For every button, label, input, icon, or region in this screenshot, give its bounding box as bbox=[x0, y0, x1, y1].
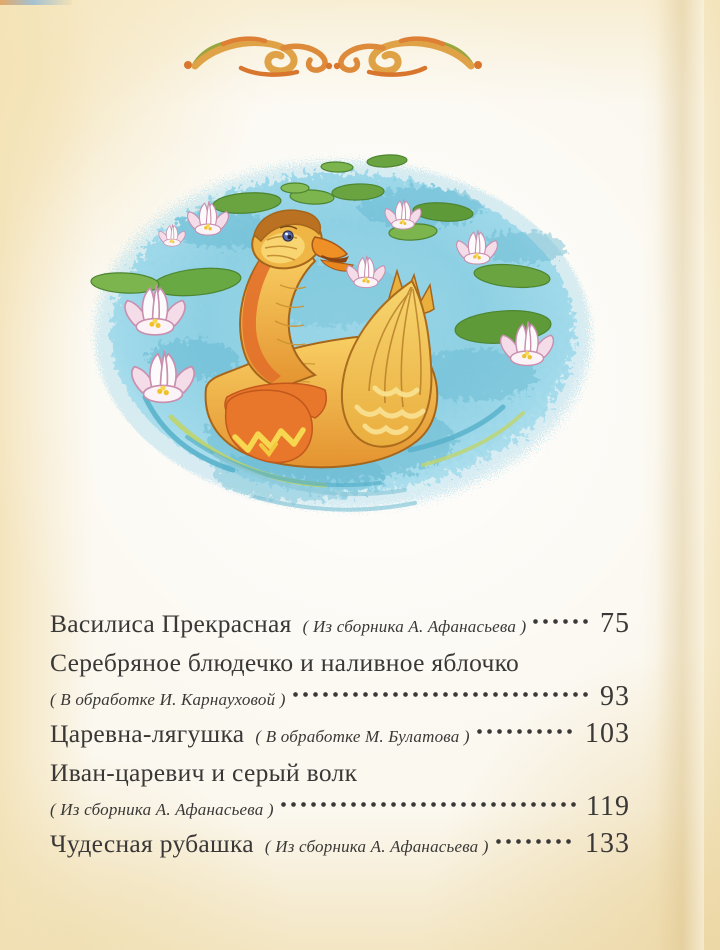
page-number: 119 bbox=[586, 791, 630, 822]
source-note: ( Из сборника А. Афанасьева ) bbox=[264, 837, 489, 856]
toc-entry bbox=[50, 645, 630, 713]
source-note: ( В обработке М. Булатова ) bbox=[255, 727, 470, 746]
adjacent-page-edge bbox=[0, 0, 72, 5]
toc-entry bbox=[50, 755, 630, 823]
ornamental-divider-icon bbox=[183, 35, 483, 83]
story-title: Василиса Прекрасная bbox=[50, 609, 292, 638]
toc-entry bbox=[50, 826, 630, 862]
golden-duck-pond-illustration bbox=[75, 145, 595, 545]
source-note: ( Из сборника А. Афанасьева ) bbox=[50, 800, 274, 819]
source-note: ( Из сборника А. Афанасьева ) bbox=[302, 617, 527, 636]
story-title: Иван-царевич и серый волк bbox=[50, 758, 358, 787]
page-number: 133 bbox=[585, 828, 630, 859]
toc-entry bbox=[50, 716, 630, 752]
page-number: 93 bbox=[600, 681, 630, 712]
story-title: Царевна-лягушка bbox=[50, 719, 245, 748]
story-title: Чудесная рубашка bbox=[50, 829, 254, 858]
page-number: 75 bbox=[600, 608, 630, 639]
page-number: 103 bbox=[585, 718, 630, 749]
page-curvature-shading bbox=[656, 0, 704, 950]
source-note: ( В обработке И. Карнауховой ) bbox=[50, 690, 286, 709]
toc-entry bbox=[50, 606, 630, 642]
table-of-contents bbox=[50, 606, 630, 862]
story-title: Серебряное блюдечко и наливное яблочко bbox=[50, 648, 520, 677]
